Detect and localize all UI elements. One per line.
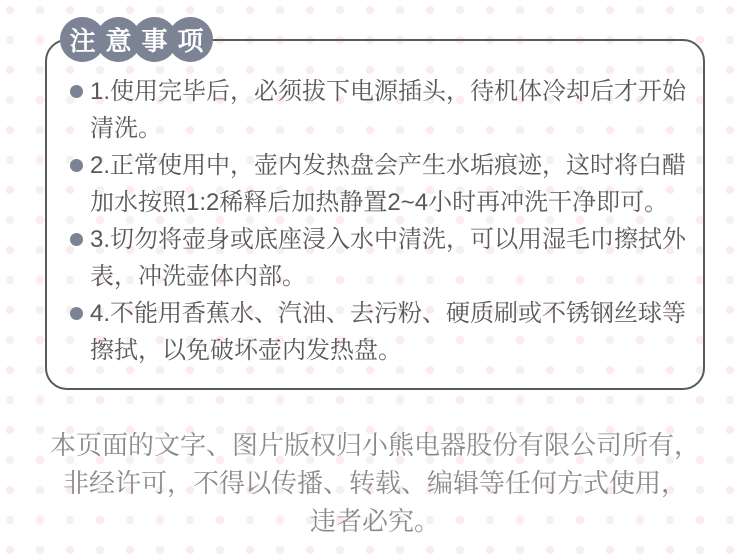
notice-box <box>45 39 705 390</box>
notice-item-text: 3.切勿将壶身或底座浸入水中清洗，可以用湿毛巾擦拭外表，冲洗壶体内部。 <box>90 226 687 290</box>
notice-item <box>70 221 688 295</box>
notice-item <box>70 73 688 147</box>
copyright-line: 本页面的文字、图片版权归小熊电器股份有限公司所有， <box>49 430 700 460</box>
copyright-line: 违者必究。 <box>309 506 440 536</box>
section-title-badge <box>60 17 204 62</box>
title-char-circle: 意 <box>96 17 141 62</box>
bullet-dot-icon <box>70 233 83 246</box>
copyright-notice <box>0 426 750 540</box>
notice-list <box>47 41 703 369</box>
title-char-circle: 事 <box>132 17 177 62</box>
notice-item-text: 1.使用完毕后，必须拔下电源插头，待机体冷却后才开始清洗。 <box>90 78 687 142</box>
notice-item <box>70 147 688 221</box>
notice-item-text: 4.不能用香蕉水、汽油、去污粉、硬质刷或不锈钢丝球等擦拭，以免破坏壶内发热盘。 <box>90 300 687 364</box>
copyright-line: 非经许可，不得以传播、转载、编辑等任何方式使用， <box>62 468 687 498</box>
title-char-circle: 项 <box>168 17 213 62</box>
notice-item <box>70 295 688 369</box>
title-char-circle: 注 <box>60 17 105 62</box>
bullet-dot-icon <box>70 307 83 320</box>
bullet-dot-icon <box>70 85 83 98</box>
notice-item-text: 2.正常使用中，壶内发热盘会产生水垢痕迹，这时将白醋加水按照1:2稀释后加热静置2~4小时再冲洗干净即可。 <box>90 152 687 216</box>
bullet-dot-icon <box>70 159 83 172</box>
